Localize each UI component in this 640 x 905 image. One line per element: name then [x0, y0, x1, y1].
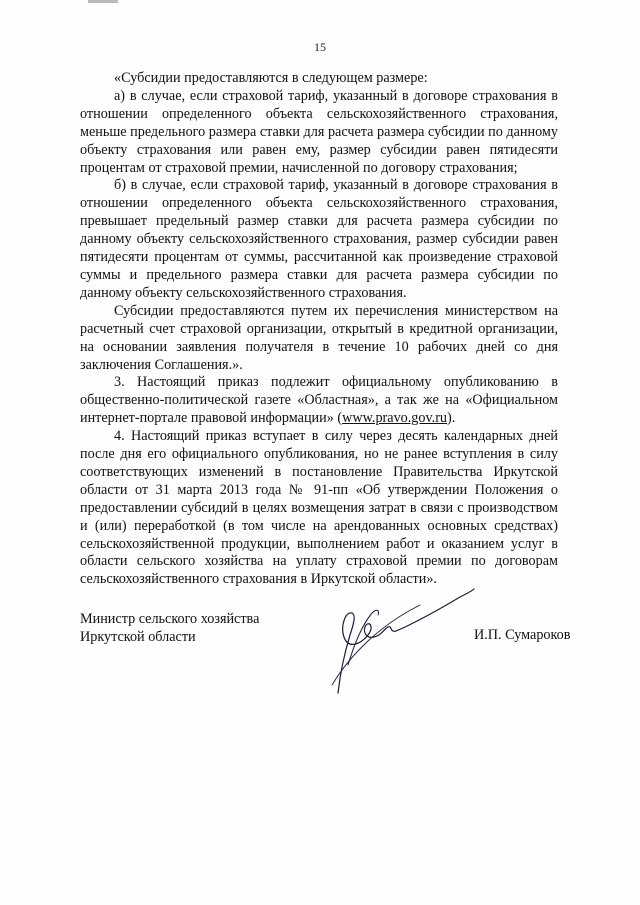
paragraph-4: 4. Настоящий приказ вступает в силу через десять календарных дней после дня его официального опубликования, но не ранее вступления в силу соответствующих изменений в постановление Правительства Иркутской области от 31 марта 2013 года № 91-пп «Об утверждении Положения о предоставлении субсидий в целях возмещения затрат в связи с производством и (или) переработкой (в том числе на арендованных основных средствах) сельскохозяйственной продукции, выполнением работ и оказанием услуг в области сельского хозяйства на уплату страховой премии по договорам сельскохозяйственного страхования в Иркутской области».: [80, 428, 558, 588]
paragraph-subsidies: Субсидии предоставляются путем их перечисления министерством на расчетный счет страховой организации, открытый в кредитной организации, на основании заявления получателя в течение 10 рабочих дней со дня заключения Соглашения.».: [80, 302, 558, 373]
paragraph-intro: «Субсидии предоставляются в следующем размере:: [114, 70, 428, 86]
handwritten-signature: [310, 585, 490, 700]
scan-mark: [88, 0, 118, 3]
document-body: [80, 70, 558, 589]
signatory-title-line2: Иркутской области: [80, 629, 196, 645]
paragraph-3: [80, 374, 558, 428]
page-number: 15: [314, 40, 326, 54]
pravo-link[interactable]: www.pravo.gov.ru: [342, 410, 448, 427]
paragraph-a: а) в случае, если страховой тариф, указанный в договоре страхования в отношении определенного объекта сельскохозяйственного страхования, меньше предельного размера ставки для расчета размера субсидии по данному объекту страхования или равен ему, размер субсидии равен пятидесяти процентам от страховой премии, начисленной по договору страхования;: [80, 87, 558, 176]
paragraph-3-end: ).: [447, 410, 456, 427]
signatory-title: [80, 610, 259, 646]
paragraph-b: б) в случае, если страховой тариф, указанный в договоре страхования в отношении определенного объекта сельскохозяйственного страхования, превышает предельный размер ставки для расчета размера субсидии по данному объекту сельскохозяйственного страхования, размер субсидии равен пятидесяти процентам от суммы, рассчитанной как произведение страховой суммы и предельного размера ставки для расчета размера субсидии по данному объекту сельскохозяйственного страхования.: [80, 177, 558, 301]
signatory-name: И.П. Сумароков: [474, 627, 571, 643]
paragraph-3-text: 3. Настоящий приказ подлежит официальному опубликованию в общественно-политической газете «Областная», а так же на «Официальном интернет-портале правовой информации» (: [80, 374, 558, 427]
signatory-title-line1: Министр сельского хозяйства: [80, 611, 260, 627]
